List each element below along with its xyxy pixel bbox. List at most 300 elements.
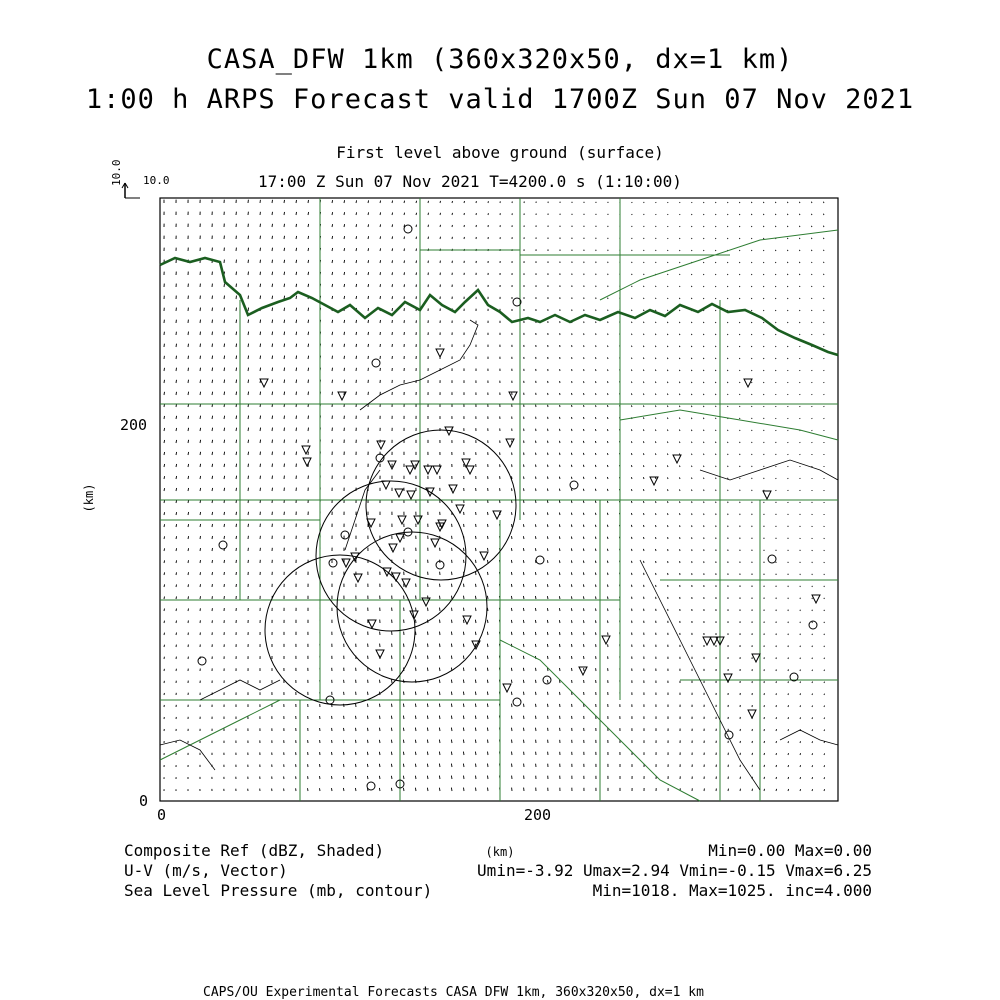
wind-vector xyxy=(428,213,429,215)
wind-vector xyxy=(727,274,728,275)
wind-vector xyxy=(632,358,633,359)
wind-vector xyxy=(691,346,692,347)
wind-vector xyxy=(260,440,261,443)
wind-vector xyxy=(488,524,489,527)
wind-vector xyxy=(428,201,429,203)
wind-vector xyxy=(512,716,513,719)
wind-vector xyxy=(524,500,525,503)
wind-vector xyxy=(824,694,825,695)
wind-vector xyxy=(824,250,825,251)
wind-vector xyxy=(560,465,561,467)
wind-vector xyxy=(224,512,225,515)
wind-vector xyxy=(715,274,716,275)
wind-vector xyxy=(487,716,488,719)
county-boundaries xyxy=(160,198,838,801)
wind-vector xyxy=(344,728,345,731)
wind-vector xyxy=(332,224,333,227)
wind-vector xyxy=(812,741,813,743)
wind-vector xyxy=(668,274,669,275)
wind-vector xyxy=(248,260,249,263)
y-tick-label: 0 xyxy=(139,792,149,810)
wind-vector xyxy=(427,764,428,767)
wind-vector xyxy=(644,310,645,311)
wind-vector xyxy=(776,322,777,323)
wind-vector xyxy=(632,346,633,347)
wind-vector xyxy=(607,465,608,467)
wind-vector xyxy=(595,477,596,479)
wind-vector xyxy=(487,632,488,635)
wind-vector xyxy=(236,320,237,323)
wind-vector xyxy=(463,668,464,671)
wind-vector xyxy=(584,429,585,431)
wind-vector xyxy=(691,298,692,299)
wind-vector xyxy=(356,284,357,287)
wind-vector xyxy=(823,214,824,215)
station-triangle xyxy=(602,636,610,644)
wind-vector xyxy=(643,477,644,479)
wind-vector xyxy=(788,705,789,707)
state-border-red-river xyxy=(160,258,838,355)
wind-vector xyxy=(439,704,440,707)
wind-vector xyxy=(392,296,393,299)
wind-vector xyxy=(644,549,645,551)
wind-vector xyxy=(571,525,572,528)
wind-vector xyxy=(392,236,393,239)
legend-wind-label: U-V (m/s, Vector) xyxy=(124,861,288,880)
wind-vector xyxy=(571,537,572,540)
wind-vector xyxy=(176,584,177,587)
wind-vector xyxy=(764,370,765,371)
wind-vector xyxy=(512,524,513,527)
wind-vector xyxy=(475,716,476,719)
wind-vector xyxy=(716,430,717,431)
wind-vector xyxy=(176,368,177,371)
wind-vector xyxy=(403,728,404,731)
y-tick-label: 200 xyxy=(120,416,148,434)
wind-vector xyxy=(308,356,309,359)
wind-vector xyxy=(344,776,345,779)
station-circle xyxy=(367,782,375,790)
wind-vector xyxy=(583,537,584,539)
wind-vector xyxy=(751,298,752,299)
wind-vector xyxy=(248,368,249,371)
wind-vector xyxy=(559,536,560,539)
wind-vector xyxy=(391,716,392,719)
wind-vector xyxy=(487,608,488,611)
wind-vector xyxy=(631,513,632,515)
wind-vector xyxy=(475,608,476,611)
wind-vector xyxy=(643,453,644,455)
wind-vector xyxy=(799,202,800,203)
wind-vector xyxy=(536,716,537,719)
wind-vector xyxy=(751,286,752,287)
wind-vector xyxy=(308,788,309,791)
wind-vector xyxy=(356,248,357,251)
wind-vector xyxy=(236,392,237,395)
wind-vector xyxy=(764,394,765,395)
wind-vector xyxy=(368,212,369,215)
wind-vector xyxy=(212,476,213,479)
wind-vector xyxy=(691,370,692,371)
wind-vector xyxy=(727,346,728,347)
wind-vector xyxy=(571,465,572,467)
wind-vector xyxy=(367,776,368,779)
wind-vector xyxy=(764,777,765,779)
wind-vector xyxy=(812,262,813,263)
wind-vector xyxy=(560,644,561,647)
station-circle xyxy=(513,698,521,706)
station-circle xyxy=(536,556,544,564)
wind-vector xyxy=(439,788,440,791)
wind-vector xyxy=(631,429,632,431)
x-tick-label: 200 xyxy=(524,806,552,824)
wind-vector xyxy=(391,788,392,791)
wind-vector xyxy=(643,441,644,443)
wind-vector xyxy=(296,272,297,275)
wind-vector xyxy=(535,632,536,635)
wind-vector xyxy=(392,308,393,311)
wind-vector xyxy=(572,644,573,647)
wind-vector xyxy=(692,226,693,227)
wind-vector xyxy=(799,238,800,239)
wind-vector xyxy=(427,728,428,731)
wind-vector xyxy=(547,572,548,575)
wind-vector xyxy=(704,454,705,455)
wind-vector xyxy=(763,226,764,227)
wind-vector xyxy=(451,680,452,683)
wind-vector xyxy=(727,238,728,239)
wind-vector xyxy=(644,334,645,335)
wind-vector xyxy=(236,272,237,275)
wind-vector xyxy=(776,741,777,743)
wind-vector xyxy=(644,525,645,527)
wind-vector xyxy=(763,310,764,311)
wind-vector xyxy=(344,296,345,299)
wind-vector xyxy=(284,428,285,431)
wind-vector xyxy=(212,308,213,311)
wind-vector xyxy=(727,226,728,227)
wind-vector xyxy=(464,776,465,779)
wind-vector xyxy=(548,453,549,455)
wind-vector xyxy=(391,752,392,755)
wind-vector xyxy=(608,597,609,600)
wind-vector xyxy=(800,693,801,695)
wind-vector xyxy=(463,704,464,707)
wind-vector xyxy=(463,752,464,755)
wind-vector xyxy=(427,668,428,671)
wind-vector xyxy=(236,536,237,539)
wind-vector xyxy=(704,478,705,479)
wind-vector xyxy=(332,764,333,767)
wind-vector xyxy=(715,358,716,359)
wind-vector xyxy=(656,525,657,527)
wind-vector xyxy=(655,489,656,491)
wind-vector xyxy=(368,200,369,203)
wind-vector xyxy=(548,704,549,707)
wind-vector xyxy=(775,262,776,263)
wind-vector xyxy=(260,344,261,347)
wind-vector xyxy=(728,202,729,203)
wind-vector xyxy=(212,488,213,491)
wind-vector xyxy=(200,464,201,467)
wind-vector xyxy=(308,284,309,287)
wind-vector xyxy=(584,656,585,659)
wind-vector xyxy=(680,250,681,251)
wind-vector xyxy=(176,464,177,467)
wind-vector xyxy=(691,322,692,323)
wind-vector xyxy=(248,392,249,395)
wind-vector xyxy=(595,573,596,576)
wind-vector xyxy=(535,572,536,575)
wind-vector xyxy=(272,296,273,299)
wind-vector xyxy=(212,344,213,347)
wind-vector xyxy=(272,380,273,383)
wind-vector xyxy=(824,286,825,287)
wind-vector xyxy=(727,322,728,323)
wind-vector xyxy=(200,524,201,527)
wind-vector xyxy=(344,200,345,203)
wind-vector xyxy=(332,260,333,263)
wind-vector xyxy=(248,524,249,527)
plot-title: CASA_DFW 1km (360x320x50, dx=1 km) xyxy=(206,44,794,75)
wind-vector xyxy=(716,406,717,407)
wind-vector xyxy=(224,320,225,323)
wind-vector xyxy=(824,730,825,732)
wind-vector xyxy=(284,308,285,311)
wind-vector xyxy=(787,202,788,203)
wind-vector xyxy=(392,224,393,227)
station-triangle xyxy=(424,466,432,474)
wind-vector xyxy=(583,501,584,503)
wind-vector xyxy=(656,310,657,311)
wind-vector xyxy=(236,488,237,491)
wind-vector xyxy=(800,334,801,335)
wind-vector xyxy=(176,488,177,491)
wind-vector xyxy=(344,260,345,263)
wind-vector xyxy=(524,716,525,719)
wind-vector xyxy=(752,753,753,755)
wind-vector xyxy=(248,332,249,335)
wind-vector xyxy=(272,308,273,311)
station-triangle xyxy=(509,392,517,400)
wind-vector xyxy=(368,716,369,719)
wind-vector xyxy=(416,249,417,252)
wind-vector xyxy=(583,453,584,455)
wind-vector xyxy=(632,549,633,551)
wind-vector xyxy=(548,441,549,443)
wind-vector xyxy=(332,776,333,779)
wind-vector xyxy=(632,334,633,335)
wind-vector xyxy=(571,489,572,491)
wind-vector xyxy=(404,272,405,275)
wind-vector xyxy=(308,380,309,383)
wind-vector xyxy=(535,644,536,647)
wind-vector xyxy=(212,512,213,515)
wind-vector xyxy=(320,788,321,791)
station-triangle xyxy=(466,466,474,474)
wind-vector xyxy=(188,476,189,479)
wind-vector xyxy=(451,656,452,659)
wind-vector xyxy=(260,416,261,419)
legend-reflectivity-range: Min=0.00 Max=0.00 xyxy=(708,841,872,860)
wind-vector xyxy=(452,572,453,575)
wind-vector xyxy=(416,225,417,227)
wind-vector xyxy=(224,416,225,419)
wind-vector xyxy=(739,250,740,251)
wind-vector xyxy=(476,584,477,587)
x-tick-label: 0 xyxy=(157,806,167,824)
wind-vector xyxy=(788,729,789,731)
vector-key-vertical: 10.0 xyxy=(110,159,123,186)
wind-vector xyxy=(451,776,452,779)
wind-vector xyxy=(272,368,273,371)
wind-vector xyxy=(715,334,716,335)
wind-vector xyxy=(512,764,513,767)
wind-vector xyxy=(296,224,297,227)
wind-vector xyxy=(380,248,381,251)
wind-vector xyxy=(415,704,416,707)
wind-vector xyxy=(176,548,177,551)
wind-vector xyxy=(379,752,380,755)
wind-vector xyxy=(428,632,429,635)
wind-vector xyxy=(308,320,309,323)
wind-vector xyxy=(272,464,273,467)
station-triangle xyxy=(398,516,406,524)
wind-vector xyxy=(416,632,417,635)
wind-vector xyxy=(631,393,632,395)
wind-vector xyxy=(571,572,572,575)
wind-vector xyxy=(572,668,573,671)
wind-vector xyxy=(703,358,704,359)
wind-vector xyxy=(788,753,789,755)
wind-vector xyxy=(272,224,273,227)
wind-vector xyxy=(572,429,573,431)
wind-vector xyxy=(356,728,357,731)
wind-vector xyxy=(656,322,657,323)
wind-vector xyxy=(535,620,536,623)
wind-vector xyxy=(463,632,464,635)
wind-vector xyxy=(824,777,825,779)
wind-vector xyxy=(511,548,512,551)
wind-vector xyxy=(464,201,465,203)
wind-vector xyxy=(643,406,644,408)
wind-vector xyxy=(487,680,488,683)
wind-vector xyxy=(632,322,633,323)
wind-vector xyxy=(775,226,776,227)
wind-vector xyxy=(511,572,512,575)
wind-vector xyxy=(812,682,813,684)
wind-vector xyxy=(715,310,716,311)
wind-vector xyxy=(751,310,752,311)
wind-vector xyxy=(224,392,225,395)
wind-vector xyxy=(488,776,489,779)
wind-vector xyxy=(379,776,380,779)
wind-vector xyxy=(212,380,213,383)
wind-vector xyxy=(236,356,237,359)
footer-credit: CAPS/OU Experimental Forecasts CASA DFW 1km, 360x320x50, dx=1 km xyxy=(203,985,704,1000)
wind-vector xyxy=(763,214,764,215)
wind-vector xyxy=(595,549,596,551)
wind-vector xyxy=(595,417,596,419)
wind-vector xyxy=(571,560,572,563)
wind-vector xyxy=(176,452,177,455)
wind-vector xyxy=(272,320,273,323)
wind-vector xyxy=(571,584,572,587)
wind-vector xyxy=(536,488,537,491)
wind-vector xyxy=(296,320,297,323)
station-triangle xyxy=(752,654,760,662)
wind-vector xyxy=(787,238,788,239)
wind-vector xyxy=(332,284,333,287)
wind-vector xyxy=(583,561,584,564)
wind-vector xyxy=(475,656,476,659)
wind-vector xyxy=(715,286,716,287)
wind-vector xyxy=(824,706,825,708)
wind-vector xyxy=(416,272,417,275)
wind-vector xyxy=(416,620,417,623)
wind-vector xyxy=(548,656,549,659)
wind-vector xyxy=(488,512,489,515)
wind-vector xyxy=(656,298,657,299)
wind-vector xyxy=(668,525,669,527)
wind-vector xyxy=(523,584,524,587)
wind-vector xyxy=(284,344,285,347)
wind-vector xyxy=(224,284,225,287)
wind-vector xyxy=(739,202,740,203)
wind-vector xyxy=(236,416,237,419)
wind-vector xyxy=(416,213,417,215)
wind-vector xyxy=(164,584,165,587)
wind-vector xyxy=(284,272,285,275)
wind-vector xyxy=(380,284,381,287)
wind-vector xyxy=(655,465,656,467)
wind-vector xyxy=(332,296,333,299)
wind-vector xyxy=(236,476,237,479)
station-triangle xyxy=(812,595,820,603)
station-triangle xyxy=(402,579,410,587)
wind-vector xyxy=(535,548,536,551)
wind-vector xyxy=(668,489,669,491)
wind-vector xyxy=(824,718,825,720)
wind-vector xyxy=(440,620,441,623)
wind-vector xyxy=(644,537,645,539)
station-circle xyxy=(372,359,380,367)
station-triangle xyxy=(338,392,346,400)
wind-vector xyxy=(176,392,177,395)
wind-vector xyxy=(379,764,380,767)
station-triangle xyxy=(411,461,419,469)
wind-vector xyxy=(751,214,752,215)
wind-vector xyxy=(164,392,165,395)
wind-vector xyxy=(332,380,333,383)
wind-vector xyxy=(427,776,428,779)
wind-vector xyxy=(607,477,608,479)
wind-vector xyxy=(740,418,741,419)
wind-vector xyxy=(164,524,165,527)
wind-vector xyxy=(236,464,237,467)
wind-vector xyxy=(608,585,609,588)
wind-vector xyxy=(535,596,536,599)
wind-vector xyxy=(463,656,464,659)
wind-vector xyxy=(200,440,201,443)
wind-vector xyxy=(392,668,393,671)
wind-vector xyxy=(176,621,177,624)
wind-vector xyxy=(763,298,764,299)
wind-vector xyxy=(212,428,213,431)
wind-vector xyxy=(260,260,261,263)
wind-vector xyxy=(800,298,801,299)
wind-vector xyxy=(679,298,680,299)
